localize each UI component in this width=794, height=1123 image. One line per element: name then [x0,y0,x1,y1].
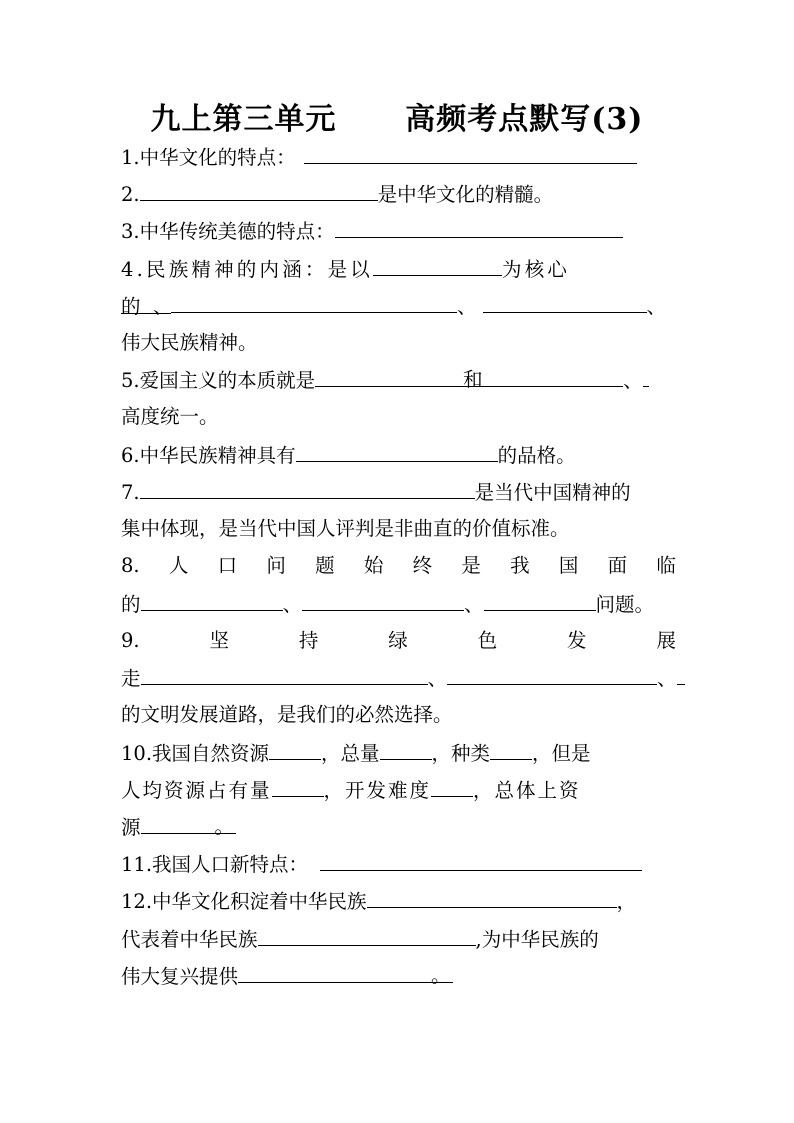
question-5 [121,367,676,394]
q5-blank-3[interactable] [643,367,649,387]
q4-line3: 伟大民族精神。 [121,331,258,354]
q7-num: 7. [121,481,140,504]
q9-char: 展 [656,629,676,652]
q12-end: 。 [431,964,451,987]
q4-text-b: 为核心 [502,258,571,281]
q1-blank[interactable] [304,144,637,164]
q12-text-d: 伟大复兴提供 [121,965,239,988]
question-9-line-2 [121,665,676,692]
q8-char: 始 [363,554,384,577]
q9-line3: 的文明发展道路，是我们的必然选择。 [121,703,453,726]
q3-blank[interactable] [335,218,623,238]
q9-char: 持 [298,629,319,652]
q10-end: 。 [214,815,235,838]
q8-blank-2[interactable] [302,591,464,611]
question-7 [121,479,676,506]
q1-text: 1.中华文化的特点： [121,146,296,169]
q12-blank-2[interactable] [258,926,476,946]
q8-sep-2: 、 [464,593,484,616]
q5-line2: 高度统一。 [121,405,219,428]
q8-char: 是 [461,554,481,577]
q9-blank-2[interactable] [447,665,657,685]
q10-text-b: ，总量 [321,742,380,765]
q7-line2: 集中体现，是当代中国人评判是非曲直的价值标准。 [121,517,570,540]
q4-blank-4[interactable] [483,293,647,313]
question-1 [121,144,676,171]
q11-blank[interactable] [320,851,642,871]
q8-char: 我 [510,554,530,577]
q8-blank-1[interactable] [141,591,283,611]
q4-blank-3[interactable] [171,293,457,313]
question-10-line-3 [121,814,676,841]
q4-line2-start: 的 [121,295,141,318]
q10-text-e: 人均资源占有量 [121,779,272,802]
q8-text [121,553,676,579]
q5-blank-2[interactable] [463,367,623,387]
q9-char: 发 [567,629,587,652]
q8-char: 终 [412,554,433,577]
q9-line2-start: 走 [121,667,141,690]
question-12 [121,888,676,915]
question-6 [121,442,676,469]
q2-num: 2. [121,183,140,206]
q9-text [121,628,676,654]
q7-blank[interactable] [140,479,475,499]
q5-blank-1[interactable] [315,367,483,391]
q8-char: 临 [656,554,676,577]
q10-blank-3[interactable] [490,740,532,760]
q10-text-g: ，总体上资 [473,779,581,802]
q5-text-a: 5.爱国主义的本质就是 [121,369,316,392]
q4-sep-2: 、 [457,295,477,318]
question-10-line-2 [121,777,676,804]
q9-char: 色 [477,629,498,652]
q12-text-b: 代表着中华民族 [121,928,258,951]
q9-sep-2: 、 [657,667,677,690]
q10-blank-1[interactable] [269,740,321,760]
q10-text-h: 源 [121,816,141,839]
q10-blank-6[interactable] [141,814,236,838]
q9-sep-1: 、 [427,667,448,690]
q2-tail: 是中华文化的精髓。 [377,183,554,206]
q6-text-a: 6.中华民族精神具有 [121,444,296,467]
q2-blank[interactable] [140,181,378,201]
q8-char: 国 [558,554,579,577]
q8-char: 8. [121,554,140,577]
q12-text-a: 12.中华文化积淀着中华民族 [121,890,367,913]
q12-blank-1[interactable] [367,888,617,908]
question-8-line-2 [121,591,676,618]
q7-tail: 是当代中国精神的 [474,481,631,504]
question-12-line-2 [121,926,676,953]
question-10 [121,740,676,767]
q9-blank-1[interactable] [141,665,428,685]
question-4-line-2 [121,293,676,320]
question-2 [121,181,676,208]
q8-tail: 问题。 [595,593,655,616]
q5-and: 和 [463,368,483,391]
q11-text: 11.我国人口新特点： [121,853,309,876]
q8-char: 人 [168,554,189,577]
q4-text-a: 4.民族精神的内涵：是以 [121,258,374,281]
q4-blank-2[interactable] [121,294,153,318]
q8-char: 问 [266,554,286,577]
q3-text: 3.中华传统美德的特点： [121,220,335,243]
q4-sep-1: 、 [153,295,173,318]
q10-blank-2[interactable] [380,740,432,760]
q4-sep-3: 、 [646,295,667,318]
q9-char: 9. [121,629,140,652]
question-11 [121,851,676,878]
q9-char: 绿 [388,629,408,652]
q8-blank-3[interactable] [484,591,596,611]
q8-line2-start: 的 [121,593,141,616]
q10-text-c: ，种类 [431,742,491,765]
question-4 [121,256,676,283]
question-5-line-2 [121,404,676,430]
q9-blank-3[interactable] [677,665,685,685]
q5-sep: 、 [623,369,643,392]
q8-char: 题 [315,554,335,577]
q12-comma: ， [616,890,637,913]
q8-char: 面 [607,554,628,577]
q10-blank-5[interactable] [431,777,473,797]
q8-char: 口 [217,554,238,577]
q10-blank-4[interactable] [272,777,324,797]
q4-sep-1-wrap [153,294,173,318]
question-12-line-3 [121,963,676,990]
q10-text-d: ，但是 [532,742,591,765]
page-title: 九上第三单元 高频考点默写(3) [150,102,644,137]
q10-text-f: ，开发难度 [323,779,432,802]
question-4-line-3 [121,330,676,356]
q12-blank-3[interactable] [238,963,453,987]
question-9-line-3 [121,702,676,728]
q12-text-c: ,为中华民族的 [475,928,599,951]
question-9 [121,628,676,654]
q10-text-a: 10.我国自然资源 [121,742,270,765]
question-8 [121,553,676,579]
q9-char: 坚 [209,629,229,652]
question-3 [121,218,676,245]
q6-text-b: 的品格。 [497,444,576,467]
q6-blank[interactable] [296,442,498,462]
q8-sep-1: 、 [282,593,303,616]
q4-blank-1[interactable] [373,256,502,276]
question-7-line-2 [121,516,676,542]
